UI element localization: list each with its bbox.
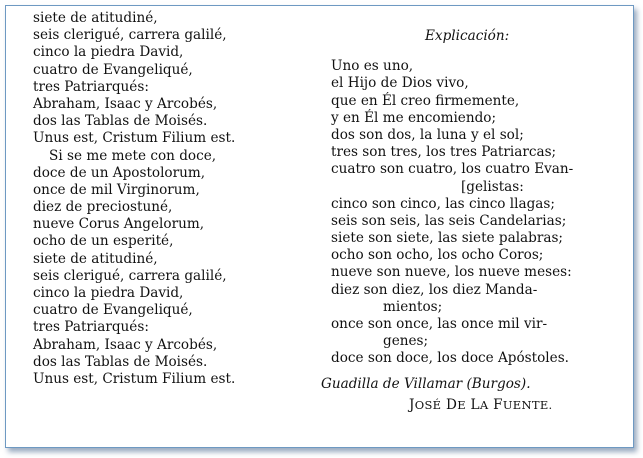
explanation-line: que en Él creo firmemente, xyxy=(331,92,520,109)
explanation-line: once son once, las once mil vir- xyxy=(331,316,548,332)
explanation-line: seis son seis, las seis Candelarias; xyxy=(331,212,567,229)
explanation-line: diez son diez, los diez Manda- xyxy=(331,281,538,298)
verse-line: Unus est, Cristum Filium est. xyxy=(33,370,236,387)
verse-line: nueve Corus Angelorum, xyxy=(33,216,205,233)
explanation-line: cinco son cinco, las cinco llagas; xyxy=(331,195,555,212)
explanation-line: [gelistas: xyxy=(461,178,524,195)
verse-line: dos las Tablas de Moisés. xyxy=(33,353,208,370)
explanation-heading: Explicación: xyxy=(425,28,510,44)
verse-line: tres Patriarqués: xyxy=(33,319,149,336)
verse-line: doce de un Apostolorum, xyxy=(33,164,206,181)
explanation-line: tres son tres, los tres Patriarcas; xyxy=(331,144,557,161)
explanation-line: ocho son ocho, los ocho Coros; xyxy=(331,247,544,264)
verse-line: siete de atitudiné, xyxy=(33,10,158,26)
verse-line: dos las Tablas de Moisés. xyxy=(33,113,208,130)
verse-line: seis clerigué, carrera galilé, xyxy=(33,27,227,44)
verse-line: Unus est, Cristum Filium est. xyxy=(33,130,236,147)
verse-line: tres Patriarqués: xyxy=(33,78,149,95)
explanation-line: dos son dos, la luna y el sol; xyxy=(331,126,524,143)
explanation-line: y en Él me encomiendo; xyxy=(331,109,497,126)
verse-line: Abraham, Isaac y Arcobés, xyxy=(33,336,218,353)
verse-line: Si se me mete con doce, xyxy=(49,147,217,164)
explanation-line: mientos; xyxy=(383,298,443,315)
explanation-line: cuatro son cuatro, los cuatro Evan- xyxy=(331,161,574,178)
explanation-line: Uno es uno, xyxy=(331,58,414,75)
verse-line: cuatro de Evangeliqué, xyxy=(33,61,193,78)
verse-line: siete de atitudiné, xyxy=(33,250,158,267)
verse-line: cinco la piedra David, xyxy=(33,44,184,61)
explanation-line: genes; xyxy=(383,333,429,350)
verse-line: diez de preciostuné, xyxy=(33,199,173,216)
left-column xyxy=(33,10,303,388)
verse-line: seis clerigué, carrera galilé, xyxy=(33,267,227,284)
verse-line: cinco la piedra David, xyxy=(33,285,184,301)
page-frame xyxy=(5,5,634,448)
explanation-line: doce son doce, los doce Apóstoles. xyxy=(331,350,569,367)
place-line: Guadilla de Villamar (Burgos). xyxy=(321,375,531,392)
verse-line: ocho de un esperité, xyxy=(33,233,174,250)
author-signature: JOSÉ DE LA FUENTE. xyxy=(409,396,553,413)
explanation-line: el Hijo de Dios vivo, xyxy=(331,75,469,92)
right-column xyxy=(321,10,621,414)
explanation-line: siete son siete, las siete palabras; xyxy=(331,230,564,247)
explanation-line: nueve son nueve, los nueve meses: xyxy=(331,264,572,281)
verse-line: cuatro de Evangeliqué, xyxy=(33,302,193,319)
verse-line: Abraham, Isaac y Arcobés, xyxy=(33,95,218,112)
verse-line: once de mil Virginorum, xyxy=(33,181,200,198)
